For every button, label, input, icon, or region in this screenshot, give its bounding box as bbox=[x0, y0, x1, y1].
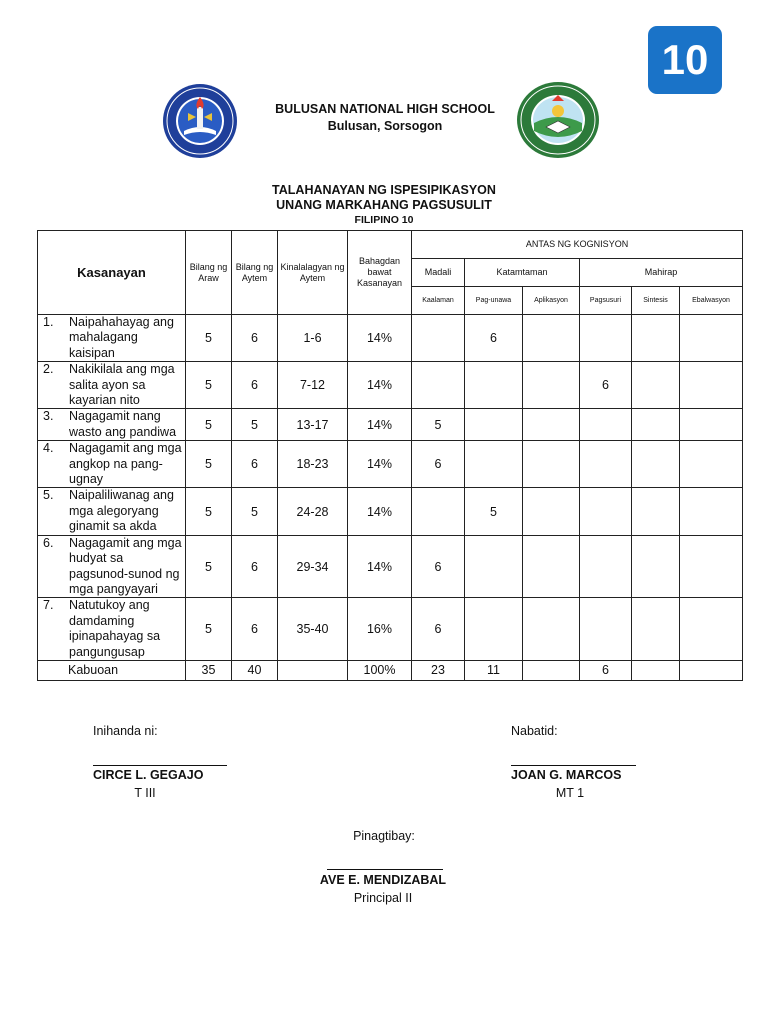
cell-sintesis bbox=[632, 362, 680, 409]
cell-kinalalagyan: 35-40 bbox=[278, 598, 348, 661]
cell-pagsusuri bbox=[580, 488, 632, 535]
cell-ebalwasyon bbox=[680, 441, 743, 488]
skill-text: Naipaliliwanag ang mga alegoryang ginamit sa akda bbox=[69, 488, 174, 534]
specification-table bbox=[37, 230, 743, 681]
total-pagsusuri: 6 bbox=[580, 660, 632, 680]
skill-text: Nagagamit nang wasto ang pandiwa bbox=[69, 409, 177, 439]
cell-araw: 5 bbox=[186, 488, 232, 535]
cell-pag-unawa bbox=[465, 362, 523, 409]
cell-sintesis bbox=[632, 315, 680, 362]
cell-aplikasyon bbox=[523, 535, 580, 598]
cell-pag-unawa bbox=[465, 441, 523, 488]
cell-kaalaman bbox=[412, 362, 465, 409]
header-antas: ANTAS NG KOGNISYON bbox=[412, 231, 743, 259]
page-number-badge: 10 bbox=[648, 26, 722, 94]
document-subtitle: UNANG MARKAHANG PAGSUSULIT bbox=[276, 198, 492, 212]
cell-bahagdan: 14% bbox=[348, 488, 412, 535]
cell-bahagdan: 14% bbox=[348, 315, 412, 362]
cell-ebalwasyon bbox=[680, 488, 743, 535]
cell-aytem: 6 bbox=[232, 315, 278, 362]
row-number: 5. bbox=[43, 488, 54, 503]
header-pagsusuri: Pagsusuri bbox=[580, 287, 632, 315]
school-location: Bulusan, Sorsogon bbox=[327, 119, 443, 133]
cell-kaalaman: 6 bbox=[412, 535, 465, 598]
skill-text: Nagagamit ang mga angkop na pang-ugnay bbox=[69, 441, 182, 487]
cell-aplikasyon bbox=[523, 362, 580, 409]
table-row bbox=[38, 315, 743, 362]
approved-label: Pinagtibay: bbox=[353, 829, 415, 843]
total-ebalwasyon bbox=[680, 660, 743, 680]
cell-pagsusuri bbox=[580, 409, 632, 441]
cell-aytem: 6 bbox=[232, 535, 278, 598]
cell-sintesis bbox=[632, 535, 680, 598]
cell-pag-unawa: 6 bbox=[465, 315, 523, 362]
cell-kinalalagyan: 7-12 bbox=[278, 362, 348, 409]
cell-araw: 5 bbox=[186, 362, 232, 409]
cell-kinalalagyan: 18-23 bbox=[278, 441, 348, 488]
table-row bbox=[38, 362, 743, 409]
cell-aytem: 6 bbox=[232, 441, 278, 488]
cell-kaalaman bbox=[412, 488, 465, 535]
table-row bbox=[38, 441, 743, 488]
cell-araw: 5 bbox=[186, 409, 232, 441]
header-pag-unawa: Pag-unawa bbox=[465, 287, 523, 315]
skill-cell bbox=[38, 441, 186, 488]
total-aytem: 40 bbox=[232, 660, 278, 680]
school-name: BULUSAN NATIONAL HIGH SCHOOL bbox=[275, 102, 495, 116]
cell-aytem: 5 bbox=[232, 409, 278, 441]
prepared-title: T III bbox=[134, 786, 156, 800]
cell-ebalwasyon bbox=[680, 598, 743, 661]
skill-cell bbox=[38, 598, 186, 661]
cell-pagsusuri: 6 bbox=[580, 362, 632, 409]
cell-araw: 5 bbox=[186, 598, 232, 661]
skill-text: Nakikilala ang mga salita ayon sa kayarian nito bbox=[69, 362, 175, 408]
cell-pagsusuri bbox=[580, 535, 632, 598]
cell-sintesis bbox=[632, 409, 680, 441]
cell-ebalwasyon bbox=[680, 315, 743, 362]
header-bilang-araw: Bilang ng Araw bbox=[186, 231, 232, 315]
skill-text: Nagagamit ang mga hudyat sa pagsunod-sunod ng mga pangyayari bbox=[69, 535, 182, 596]
cell-pagsusuri bbox=[580, 441, 632, 488]
total-araw: 35 bbox=[186, 660, 232, 680]
cell-kaalaman bbox=[412, 315, 465, 362]
cell-sintesis bbox=[632, 488, 680, 535]
cell-araw: 5 bbox=[186, 441, 232, 488]
total-bahagdan: 100% bbox=[348, 660, 412, 680]
cell-sintesis bbox=[632, 441, 680, 488]
row-number: 4. bbox=[43, 441, 54, 456]
noted-signature-line bbox=[511, 765, 636, 766]
cell-ebalwasyon bbox=[680, 535, 743, 598]
header-katamtaman: Katamtaman bbox=[465, 259, 580, 287]
cell-aplikasyon bbox=[523, 409, 580, 441]
total-sintesis bbox=[632, 660, 680, 680]
skill-text: Natutukoy ang damdaming ipinapahayag sa pangungusap bbox=[69, 598, 161, 659]
header-ebalwasyon: Ebalwasyon bbox=[680, 287, 743, 315]
cell-kinalalagyan: 13-17 bbox=[278, 409, 348, 441]
cell-bahagdan: 14% bbox=[348, 362, 412, 409]
row-number: 1. bbox=[43, 315, 54, 329]
subject-title: FILIPINO 10 bbox=[354, 214, 414, 226]
cell-araw: 5 bbox=[186, 315, 232, 362]
header-kinalalagyan: Kinalalagyan ng Aytem bbox=[278, 231, 348, 315]
cell-aplikasyon bbox=[523, 441, 580, 488]
header-row-1 bbox=[38, 231, 743, 259]
cell-aytem: 5 bbox=[232, 488, 278, 535]
cell-kinalalagyan: 29-34 bbox=[278, 535, 348, 598]
row-number: 3. bbox=[43, 409, 54, 424]
cell-bahagdan: 14% bbox=[348, 535, 412, 598]
prepared-signature-line bbox=[93, 765, 227, 766]
cell-kaalaman: 6 bbox=[412, 441, 465, 488]
skill-cell bbox=[38, 362, 186, 409]
cell-aplikasyon bbox=[523, 598, 580, 661]
cell-ebalwasyon bbox=[680, 362, 743, 409]
total-label: Kabuoan bbox=[38, 660, 186, 680]
row-number: 2. bbox=[43, 362, 54, 377]
header-mahirap: Mahirap bbox=[580, 259, 743, 287]
header-bahagdan: Bahagdan bawat Kasanayan bbox=[348, 231, 412, 315]
cell-pag-unawa bbox=[465, 535, 523, 598]
header-aplikasyon: Aplikasyon bbox=[523, 287, 580, 315]
noted-name: JOAN G. MARCOS bbox=[511, 768, 622, 782]
cell-kaalaman: 6 bbox=[412, 598, 465, 661]
skill-cell bbox=[38, 488, 186, 535]
header-bilang-aytem: Bilang ng Aytem bbox=[232, 231, 278, 315]
prepared-name: CIRCE L. GEGAJO bbox=[93, 768, 204, 782]
cell-araw: 5 bbox=[186, 535, 232, 598]
table-row bbox=[38, 488, 743, 535]
skill-cell bbox=[38, 409, 186, 441]
cell-aplikasyon bbox=[523, 315, 580, 362]
table-row bbox=[38, 598, 743, 661]
cell-kinalalagyan: 1-6 bbox=[278, 315, 348, 362]
cell-kaalaman: 5 bbox=[412, 409, 465, 441]
cell-sintesis bbox=[632, 598, 680, 661]
table-row bbox=[38, 409, 743, 441]
cell-aytem: 6 bbox=[232, 362, 278, 409]
cell-bahagdan: 16% bbox=[348, 598, 412, 661]
skill-text: Naipahahayag ang mahalagang kaisipan bbox=[69, 315, 174, 360]
header-kasanayan: Kasanayan bbox=[38, 231, 186, 315]
total-aplikasyon bbox=[523, 660, 580, 680]
approved-title: Principal II bbox=[353, 891, 413, 905]
cell-pagsusuri bbox=[580, 315, 632, 362]
cell-ebalwasyon bbox=[680, 409, 743, 441]
cell-bahagdan: 14% bbox=[348, 409, 412, 441]
document-title: TALAHANAYAN NG ISPESIPIKASYON bbox=[272, 183, 496, 197]
header-sintesis: Sintesis bbox=[632, 287, 680, 315]
header-madali: Madali bbox=[412, 259, 465, 287]
deped-seal-logo bbox=[162, 83, 238, 159]
total-kinalalagyan bbox=[278, 660, 348, 680]
total-row bbox=[38, 660, 743, 680]
cell-pag-unawa bbox=[465, 409, 523, 441]
row-number: 7. bbox=[43, 598, 54, 613]
cell-aytem: 6 bbox=[232, 598, 278, 661]
total-pag-unawa: 11 bbox=[465, 660, 523, 680]
prepared-label: Inihanda ni: bbox=[93, 724, 158, 738]
cell-pag-unawa bbox=[465, 598, 523, 661]
cell-aplikasyon bbox=[523, 488, 580, 535]
cell-bahagdan: 14% bbox=[348, 441, 412, 488]
cell-pag-unawa: 5 bbox=[465, 488, 523, 535]
approved-signature-line bbox=[327, 869, 443, 870]
row-number: 6. bbox=[43, 535, 54, 550]
skill-cell bbox=[38, 315, 186, 362]
skill-cell bbox=[38, 535, 186, 598]
cell-kinalalagyan: 24-28 bbox=[278, 488, 348, 535]
approved-name: AVE E. MENDIZABAL bbox=[319, 873, 447, 887]
header-kaalaman: Kaalaman bbox=[412, 287, 465, 315]
noted-title: MT 1 bbox=[555, 786, 585, 800]
noted-label: Nabatid: bbox=[511, 724, 558, 738]
cell-pagsusuri bbox=[580, 598, 632, 661]
table-row bbox=[38, 535, 743, 598]
total-kaalaman: 23 bbox=[412, 660, 465, 680]
